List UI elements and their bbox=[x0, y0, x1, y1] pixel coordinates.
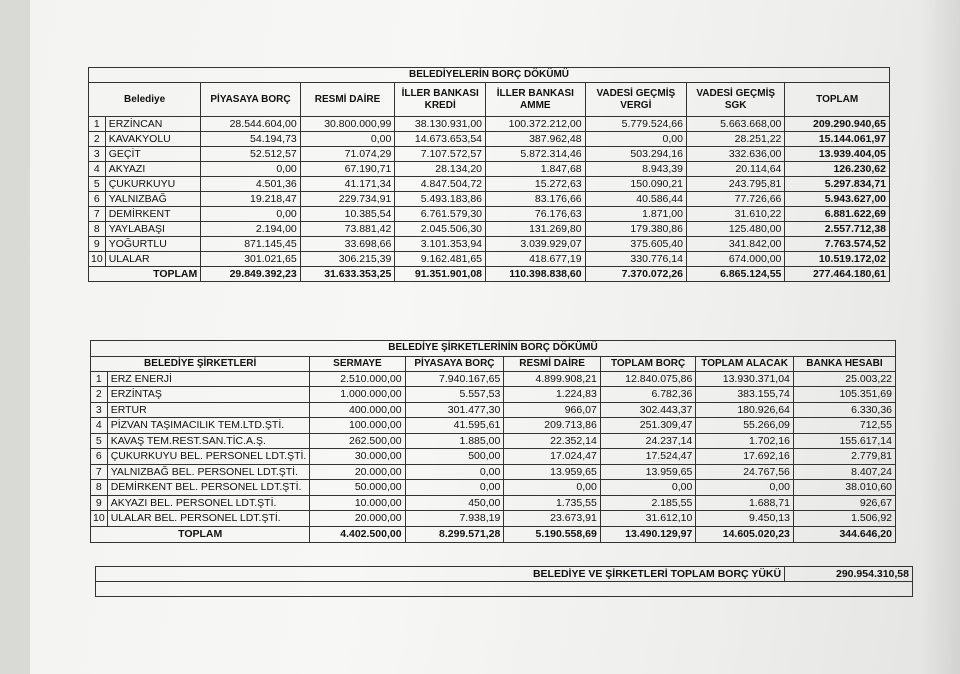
table-cell: 2.557.712,38 bbox=[785, 222, 890, 237]
row-number: 4 bbox=[91, 418, 108, 434]
row-number: 7 bbox=[91, 464, 108, 480]
row-number: 4 bbox=[89, 162, 106, 177]
table-cell: 30.000,00 bbox=[310, 449, 405, 465]
row-number: 5 bbox=[89, 177, 106, 192]
table-cell: 2.045.506,30 bbox=[395, 222, 486, 237]
table-row bbox=[89, 252, 890, 267]
table-cell: 341.842,00 bbox=[686, 237, 784, 252]
total-cell: 6.865.124,55 bbox=[686, 267, 784, 282]
column-header: VADESİ GEÇMİŞ VERGİ bbox=[585, 83, 686, 117]
row-name: ÇUKURKUYU BEL. PERSONEL LDT.ŞTİ. bbox=[107, 449, 310, 465]
table-cell: 1.847,68 bbox=[486, 162, 586, 177]
table-cell: 105.351,69 bbox=[793, 387, 895, 403]
table-cell: 9.450,13 bbox=[696, 511, 794, 527]
table-cell: 0,00 bbox=[696, 480, 794, 496]
table-cell: 7.938,19 bbox=[405, 511, 504, 527]
total-cell: 110.398.838,60 bbox=[486, 267, 586, 282]
table-cell: 5.493.183,86 bbox=[395, 192, 486, 207]
table-cell: 1.871,00 bbox=[585, 207, 686, 222]
table-cell: 52.512,57 bbox=[201, 147, 301, 162]
table-cell: 9.162.481,65 bbox=[395, 252, 486, 267]
table-cell: 31.612,10 bbox=[600, 511, 696, 527]
row-name: YAYLABAŞI bbox=[105, 222, 201, 237]
table-cell: 10.385,54 bbox=[300, 207, 395, 222]
table-cell: 2.779,81 bbox=[793, 449, 895, 465]
table-cell: 500,00 bbox=[405, 449, 504, 465]
total-cell: 13.490.129,97 bbox=[600, 526, 696, 542]
table-cell: 8.943,39 bbox=[585, 162, 686, 177]
row-name: ÇUKURKUYU bbox=[105, 177, 201, 192]
table-row bbox=[89, 177, 890, 192]
table-cell: 10.519.172,02 bbox=[785, 252, 890, 267]
table-cell: 6.782,36 bbox=[600, 387, 696, 403]
table-cell: 100.000,00 bbox=[310, 418, 405, 434]
table-row bbox=[89, 147, 890, 162]
column-header: BELEDİYE ŞİRKETLERİ bbox=[91, 356, 310, 371]
table-cell: 2.510.000,00 bbox=[310, 371, 405, 387]
table-cell: 262.500,00 bbox=[310, 433, 405, 449]
row-number: 3 bbox=[91, 402, 108, 418]
table-cell: 33.698,66 bbox=[300, 237, 395, 252]
row-name: YALNIZBAĞ BEL. PERSONEL LDT.ŞTİ. bbox=[107, 464, 310, 480]
table-row bbox=[89, 207, 890, 222]
table-row bbox=[91, 495, 896, 511]
table-cell: 383.155,74 bbox=[696, 387, 794, 403]
row-name: ERZİNTAŞ bbox=[107, 387, 310, 403]
table-cell: 155.617,14 bbox=[793, 433, 895, 449]
table-cell: 1.735,55 bbox=[504, 495, 601, 511]
table-cell: 8.407,24 bbox=[793, 464, 895, 480]
row-name: ULALAR bbox=[105, 252, 201, 267]
table-row bbox=[89, 192, 890, 207]
row-number: 9 bbox=[91, 495, 108, 511]
table-cell: 5.943.627,00 bbox=[785, 192, 890, 207]
table-cell: 7.107.572,57 bbox=[395, 147, 486, 162]
table-cell: 0,00 bbox=[600, 480, 696, 496]
row-number: 2 bbox=[89, 132, 106, 147]
row-number: 1 bbox=[91, 371, 108, 387]
table-cell: 73.881,42 bbox=[300, 222, 395, 237]
table-cell: 125.480,00 bbox=[686, 222, 784, 237]
table-cell: 871.145,45 bbox=[201, 237, 301, 252]
column-header: TOPLAM BORÇ bbox=[600, 356, 696, 371]
table-cell: 38.130.931,00 bbox=[395, 117, 486, 132]
total-cell: 4.402.500,00 bbox=[310, 526, 405, 542]
row-number: 3 bbox=[89, 147, 106, 162]
table-cell: 15.144.061,97 bbox=[785, 132, 890, 147]
row-name: AKYAZI bbox=[105, 162, 201, 177]
table-cell: 302.443,37 bbox=[600, 402, 696, 418]
total-cell: 14.605.020,23 bbox=[696, 526, 794, 542]
total-cell: 91.351.901,08 bbox=[395, 267, 486, 282]
table-cell: 387.962,48 bbox=[486, 132, 586, 147]
row-number: 5 bbox=[91, 433, 108, 449]
table-cell: 4.501,36 bbox=[201, 177, 301, 192]
column-header: İLLER BANKASI KREDİ bbox=[395, 83, 486, 117]
table-row bbox=[91, 402, 896, 418]
table-cell: 5.557,53 bbox=[405, 387, 504, 403]
table-row bbox=[91, 433, 896, 449]
column-header: RESMİ DAİRE bbox=[300, 83, 395, 117]
table-cell: 6.330,36 bbox=[793, 402, 895, 418]
column-header: SERMAYE bbox=[310, 356, 405, 371]
column-header: TOPLAM ALACAK bbox=[696, 356, 794, 371]
table-cell: 41.595,61 bbox=[405, 418, 504, 434]
row-name: GEÇİT bbox=[105, 147, 201, 162]
total-cell: 277.464.180,61 bbox=[785, 267, 890, 282]
table-cell: 50.000,00 bbox=[310, 480, 405, 496]
table-cell: 5.663.668,00 bbox=[686, 117, 784, 132]
table-cell: 24.767,56 bbox=[696, 464, 794, 480]
table-cell: 4.847.504,72 bbox=[395, 177, 486, 192]
table-row bbox=[91, 464, 896, 480]
table-cell: 0,00 bbox=[300, 132, 395, 147]
table-cell: 83.176,66 bbox=[486, 192, 586, 207]
column-header: RESMİ DAİRE bbox=[504, 356, 601, 371]
table-cell: 14.673.653,54 bbox=[395, 132, 486, 147]
table-cell: 306.215,39 bbox=[300, 252, 395, 267]
table-cell: 5.872.314,46 bbox=[486, 147, 586, 162]
table-cell: 330.776,14 bbox=[585, 252, 686, 267]
table-cell: 180.926,64 bbox=[696, 402, 794, 418]
table-cell: 179.380,86 bbox=[585, 222, 686, 237]
row-number: 10 bbox=[89, 252, 106, 267]
total-cell: 8.299.571,28 bbox=[405, 526, 504, 542]
table-cell: 2.185,55 bbox=[600, 495, 696, 511]
table-cell: 17.692,16 bbox=[696, 449, 794, 465]
table-cell: 40.586,44 bbox=[585, 192, 686, 207]
table-cell: 54.194,73 bbox=[201, 132, 301, 147]
row-name: YOĞURTLU bbox=[105, 237, 201, 252]
table-cell: 19.218,47 bbox=[201, 192, 301, 207]
column-header: BANKA HESABI bbox=[793, 356, 895, 371]
table-cell: 375.605,40 bbox=[585, 237, 686, 252]
total-cell: 29.849.392,23 bbox=[201, 267, 301, 282]
table-cell: 30.800.000,99 bbox=[300, 117, 395, 132]
table-cell: 24.237,14 bbox=[600, 433, 696, 449]
table-cell: 301.021,65 bbox=[201, 252, 301, 267]
table-cell: 13.959,65 bbox=[504, 464, 601, 480]
row-name: ULALAR BEL. PERSONEL LDT.ŞTİ. bbox=[107, 511, 310, 527]
table-cell: 28.251,22 bbox=[686, 132, 784, 147]
table-cell: 400.000,00 bbox=[310, 402, 405, 418]
row-name: ERTUR bbox=[107, 402, 310, 418]
table-cell: 76.176,63 bbox=[486, 207, 586, 222]
company-debt-table bbox=[90, 340, 896, 543]
table-cell: 6.881.622,69 bbox=[785, 207, 890, 222]
table-cell: 301.477,30 bbox=[405, 402, 504, 418]
table-row bbox=[89, 117, 890, 132]
table-cell: 0,00 bbox=[201, 207, 301, 222]
summary-empty-row bbox=[96, 582, 913, 597]
table-cell: 209.290.940,65 bbox=[785, 117, 890, 132]
table-cell: 0,00 bbox=[405, 480, 504, 496]
row-name: ERZİNCAN bbox=[105, 117, 201, 132]
total-label: TOPLAM bbox=[91, 526, 310, 542]
table-cell: 17.524,47 bbox=[600, 449, 696, 465]
table-cell: 20.000,00 bbox=[310, 511, 405, 527]
table-cell: 7.763.574,52 bbox=[785, 237, 890, 252]
table-cell: 2.194,00 bbox=[201, 222, 301, 237]
row-name: KAVAŞ TEM.REST.SAN.TİC.A.Ş. bbox=[107, 433, 310, 449]
table-row bbox=[91, 418, 896, 434]
table-cell: 25.003,22 bbox=[793, 371, 895, 387]
table-cell: 1.506,92 bbox=[793, 511, 895, 527]
table-cell: 712,55 bbox=[793, 418, 895, 434]
row-name: AKYAZI BEL. PERSONEL LDT.ŞTİ. bbox=[107, 495, 310, 511]
table-cell: 77.726,66 bbox=[686, 192, 784, 207]
column-header: VADESİ GEÇMİŞ SGK bbox=[686, 83, 784, 117]
table-cell: 41.171,34 bbox=[300, 177, 395, 192]
table-cell: 1.885,00 bbox=[405, 433, 504, 449]
row-number: 2 bbox=[91, 387, 108, 403]
table-cell: 71.074,29 bbox=[300, 147, 395, 162]
table-cell: 229.734,91 bbox=[300, 192, 395, 207]
summary-table bbox=[95, 566, 913, 597]
table-cell: 22.352,14 bbox=[504, 433, 601, 449]
table-cell: 20.114,64 bbox=[686, 162, 784, 177]
table-cell: 1.688,71 bbox=[696, 495, 794, 511]
total-cell: 31.633.353,25 bbox=[300, 267, 395, 282]
table-cell: 5.779.524,66 bbox=[585, 117, 686, 132]
total-cell: 7.370.072,26 bbox=[585, 267, 686, 282]
summary-label: BELEDİYE VE ŞİRKETLERİ TOPLAM BORÇ YÜKÜ bbox=[96, 567, 785, 582]
table-cell: 20.000,00 bbox=[310, 464, 405, 480]
table-cell: 450,00 bbox=[405, 495, 504, 511]
table-row bbox=[91, 511, 896, 527]
table-cell: 243.795,81 bbox=[686, 177, 784, 192]
table-cell: 3.101.353,94 bbox=[395, 237, 486, 252]
table-cell: 926,67 bbox=[793, 495, 895, 511]
row-number: 10 bbox=[91, 511, 108, 527]
table-cell: 4.899.908,21 bbox=[504, 371, 601, 387]
row-number: 8 bbox=[91, 480, 108, 496]
table-title: BELEDİYELERİN BORÇ DÖKÜMÜ bbox=[89, 68, 890, 83]
table-title: BELEDİYE ŞİRKETLERİNİN BORÇ DÖKÜMÜ bbox=[91, 341, 896, 357]
table-row bbox=[89, 162, 890, 177]
table-cell: 1.702,16 bbox=[696, 433, 794, 449]
table-cell: 0,00 bbox=[405, 464, 504, 480]
table-cell: 13.930.371,04 bbox=[696, 371, 794, 387]
table-cell: 251.309,47 bbox=[600, 418, 696, 434]
table-cell: 1.224,83 bbox=[504, 387, 601, 403]
table-cell: 23.673,91 bbox=[504, 511, 601, 527]
row-number: 6 bbox=[89, 192, 106, 207]
row-name: PİZVAN TAŞIMACILIK TEM.LTD.ŞTİ. bbox=[107, 418, 310, 434]
table-cell: 17.024,47 bbox=[504, 449, 601, 465]
table-cell: 3.039.929,07 bbox=[486, 237, 586, 252]
table-cell: 13.939.404,05 bbox=[785, 147, 890, 162]
table-row bbox=[89, 222, 890, 237]
table-cell: 131.269,80 bbox=[486, 222, 586, 237]
table-row bbox=[91, 371, 896, 387]
table-row bbox=[91, 387, 896, 403]
table-row bbox=[91, 449, 896, 465]
table-cell: 1.000.000,00 bbox=[310, 387, 405, 403]
row-name: ERZ ENERJİ bbox=[107, 371, 310, 387]
table-cell: 28.134,20 bbox=[395, 162, 486, 177]
table-row bbox=[89, 132, 890, 147]
table-cell: 966,07 bbox=[504, 402, 601, 418]
table-cell: 100.372.212,00 bbox=[486, 117, 586, 132]
row-number: 9 bbox=[89, 237, 106, 252]
row-number: 1 bbox=[89, 117, 106, 132]
column-header: PİYASAYA BORÇ bbox=[405, 356, 504, 371]
row-name: DEMİRKENT BEL. PERSONEL LDT.ŞTİ. bbox=[107, 480, 310, 496]
row-name: YALNIZBAĞ bbox=[105, 192, 201, 207]
table-cell: 418.677,19 bbox=[486, 252, 586, 267]
table-cell: 0,00 bbox=[585, 132, 686, 147]
column-header: Belediye bbox=[89, 83, 201, 117]
table-cell: 31.610,22 bbox=[686, 207, 784, 222]
total-cell: 5.190.558,69 bbox=[504, 526, 601, 542]
row-name: KAVAKYOLU bbox=[105, 132, 201, 147]
table-cell: 150.090,21 bbox=[585, 177, 686, 192]
table-cell: 332.636,00 bbox=[686, 147, 784, 162]
row-name: DEMİRKENT bbox=[105, 207, 201, 222]
table-row bbox=[89, 237, 890, 252]
municipal-debt-table bbox=[88, 67, 890, 282]
table-cell: 674.000,00 bbox=[686, 252, 784, 267]
summary-value: 290.954.310,58 bbox=[785, 567, 913, 582]
table-cell: 0,00 bbox=[201, 162, 301, 177]
row-number: 8 bbox=[89, 222, 106, 237]
table-cell: 67.190,71 bbox=[300, 162, 395, 177]
table-cell: 15.272,63 bbox=[486, 177, 586, 192]
table-cell: 13.959,65 bbox=[600, 464, 696, 480]
row-number: 7 bbox=[89, 207, 106, 222]
table-cell: 503.294,16 bbox=[585, 147, 686, 162]
table-cell: 55.266,09 bbox=[696, 418, 794, 434]
total-cell: 344.646,20 bbox=[793, 526, 895, 542]
table-cell: 10.000,00 bbox=[310, 495, 405, 511]
column-header: PİYASAYA BORÇ bbox=[201, 83, 301, 117]
column-header: TOPLAM bbox=[785, 83, 890, 117]
table-cell: 5.297.834,71 bbox=[785, 177, 890, 192]
table-row bbox=[91, 480, 896, 496]
table-cell: 7.940.167,65 bbox=[405, 371, 504, 387]
table-cell: 126.230,62 bbox=[785, 162, 890, 177]
table-cell: 38.010,60 bbox=[793, 480, 895, 496]
table-cell: 6.761.579,30 bbox=[395, 207, 486, 222]
column-header: İLLER BANKASI AMME bbox=[486, 83, 586, 117]
table-cell: 12.840.075,86 bbox=[600, 371, 696, 387]
table-cell: 209.713,86 bbox=[504, 418, 601, 434]
total-label: TOPLAM bbox=[89, 267, 201, 282]
table-cell: 28.544.604,00 bbox=[201, 117, 301, 132]
row-number: 6 bbox=[91, 449, 108, 465]
table-cell: 0,00 bbox=[504, 480, 601, 496]
